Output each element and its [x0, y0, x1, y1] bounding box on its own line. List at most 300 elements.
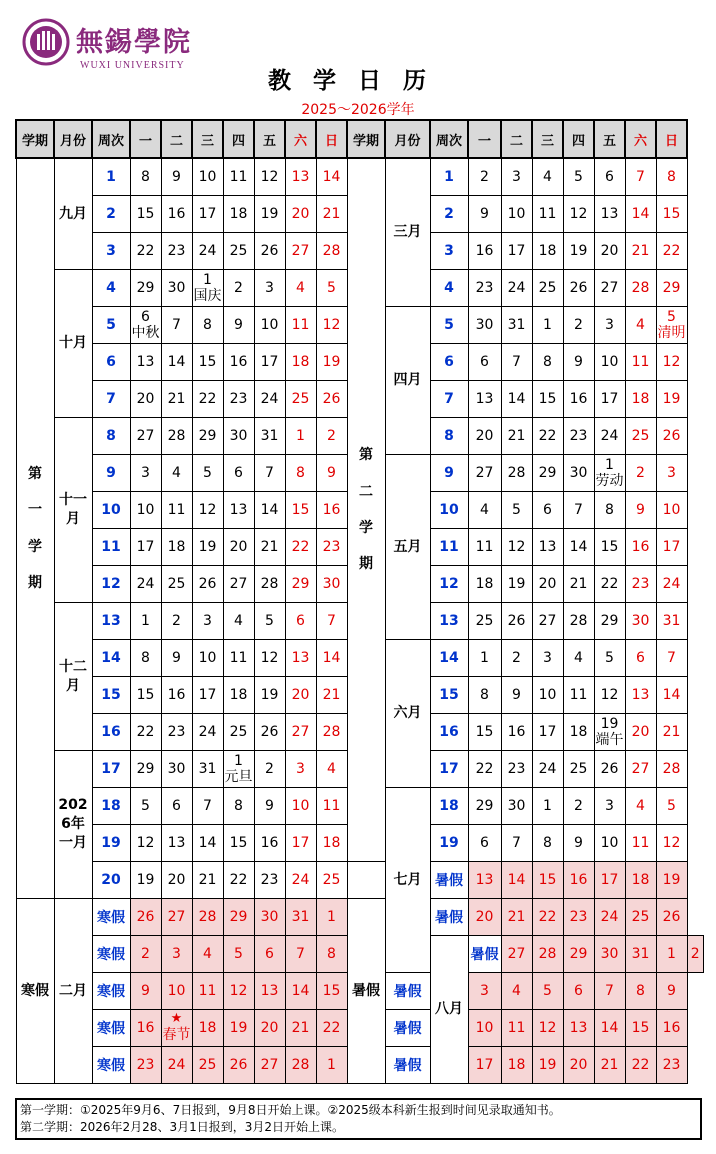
day-cell: 14: [316, 640, 347, 677]
column-header: 学期: [16, 120, 54, 158]
day-cell: 18: [192, 1010, 223, 1047]
day-cell: 16: [501, 714, 532, 751]
day-cell: 21: [254, 529, 285, 566]
day-cell: 10: [532, 677, 563, 714]
day-cell: 14: [594, 1010, 625, 1047]
day-cell: 18: [161, 529, 192, 566]
month-label: 八月: [430, 936, 468, 1084]
note-first-semester: 第一学期：①2025年9月6、7日报到，9月8日开始上课。②2025级本科新生报到时间见录取通知书。: [20, 1103, 561, 1117]
day-cell: 28: [285, 1047, 316, 1084]
day-cell: 15: [316, 973, 347, 1010]
day-cell: 18: [532, 233, 563, 270]
day-cell: 26: [594, 751, 625, 788]
day-cell: 10: [501, 196, 532, 233]
day-cell: 21: [625, 233, 656, 270]
day-cell: 5: [656, 788, 687, 825]
day-cell: [130, 307, 161, 344]
day-cell: 8: [223, 788, 254, 825]
day-cell: 25: [532, 270, 563, 307]
day-cell: 30: [594, 936, 625, 973]
day-cell: 8: [468, 677, 501, 714]
column-header: 六: [285, 120, 316, 158]
week-number: 20: [92, 862, 130, 899]
day-cell: 20: [563, 1047, 594, 1084]
week-number: 9: [430, 455, 468, 492]
day-cell: 23: [130, 1047, 161, 1084]
vacation-row: [16, 899, 704, 936]
day-cell: 28: [192, 899, 223, 936]
column-header: 学期: [347, 120, 385, 158]
day-cell: 6: [161, 788, 192, 825]
day-cell: 27: [285, 714, 316, 751]
day-cell: 26: [656, 899, 687, 936]
header-row: [16, 120, 704, 158]
day-cell: 23: [563, 418, 594, 455]
day-cell: 26: [656, 418, 687, 455]
week-row: [16, 862, 704, 899]
week-number: 寒假: [92, 936, 130, 973]
day-cell: 21: [285, 1010, 316, 1047]
day-cell: 17: [192, 677, 223, 714]
week-number: 2: [430, 196, 468, 233]
week-number: 12: [430, 566, 468, 603]
day-cell: 9: [130, 973, 161, 1010]
day-cell: 1: [532, 788, 563, 825]
day-cell: 14: [501, 381, 532, 418]
week-number: 13: [92, 603, 130, 640]
day-cell: 19: [532, 1047, 563, 1084]
day-cell: 18: [563, 714, 594, 751]
day-cell: 26: [192, 566, 223, 603]
page-title: 教学日历: [268, 67, 448, 94]
day-cell: 7: [563, 492, 594, 529]
day-cell: 4: [625, 307, 656, 344]
column-header: 五: [594, 120, 625, 158]
day-cell: 29: [468, 788, 501, 825]
week-number: 寒假: [92, 899, 130, 936]
day-cell: 11: [285, 307, 316, 344]
day-cell: 14: [192, 825, 223, 862]
week-number: 1: [92, 158, 130, 196]
day-number: 1: [203, 271, 212, 288]
day-cell: 28: [501, 455, 532, 492]
week-number: 8: [92, 418, 130, 455]
week-number: 10: [430, 492, 468, 529]
day-cell: 13: [625, 677, 656, 714]
week-number: 19: [92, 825, 130, 862]
academic-year: 2025～2026学年: [301, 102, 415, 118]
day-cell: 20: [594, 233, 625, 270]
day-cell: 22: [223, 862, 254, 899]
day-cell: 2: [468, 158, 501, 196]
day-cell: 10: [468, 1010, 501, 1047]
day-cell: 23: [501, 751, 532, 788]
day-cell: 12: [532, 1010, 563, 1047]
day-cell: 27: [161, 899, 192, 936]
week-number: 9: [92, 455, 130, 492]
day-cell: 8: [532, 825, 563, 862]
day-cell: 12: [594, 677, 625, 714]
day-cell: 13: [285, 158, 316, 196]
column-header: 月份: [385, 120, 430, 158]
day-cell: 10: [254, 307, 285, 344]
day-cell: 29: [285, 566, 316, 603]
week-row: [16, 158, 704, 196]
day-cell: 28: [656, 751, 687, 788]
day-cell: 11: [223, 640, 254, 677]
day-cell: 12: [192, 492, 223, 529]
semester-label: 第 二 学 期: [347, 158, 385, 862]
day-cell: 23: [468, 270, 501, 307]
day-cell: 18: [468, 566, 501, 603]
day-cell: 27: [625, 751, 656, 788]
day-cell: 10: [192, 158, 223, 196]
day-cell: 21: [192, 862, 223, 899]
day-cell: 17: [501, 233, 532, 270]
day-cell: 21: [316, 677, 347, 714]
week-number: 4: [430, 270, 468, 307]
day-cell: 6: [532, 492, 563, 529]
day-cell: 11: [625, 344, 656, 381]
day-cell: 18: [316, 825, 347, 862]
day-cell: 23: [254, 862, 285, 899]
day-cell: 24: [192, 714, 223, 751]
day-cell: 11: [468, 529, 501, 566]
day-cell: 4: [285, 270, 316, 307]
month-label: 七月: [385, 788, 430, 973]
day-cell: 4: [468, 492, 501, 529]
day-cell: 23: [223, 381, 254, 418]
day-cell: 1: [656, 936, 687, 973]
column-header: 日: [656, 120, 687, 158]
day-cell: 31: [656, 603, 687, 640]
day-cell: 12: [501, 529, 532, 566]
day-cell: 28: [316, 233, 347, 270]
day-cell: 19: [316, 344, 347, 381]
day-cell: 15: [532, 862, 563, 899]
day-cell: 3: [130, 455, 161, 492]
day-cell: 28: [625, 270, 656, 307]
winter-vacation-label: 寒假: [16, 899, 54, 1084]
week-number: 7: [430, 381, 468, 418]
day-cell: 14: [656, 677, 687, 714]
day-cell: 4: [223, 603, 254, 640]
semester-label: 第 一 学 期: [16, 158, 54, 899]
day-cell: 24: [594, 899, 625, 936]
column-header: 周次: [430, 120, 468, 158]
day-cell: 5: [254, 603, 285, 640]
week-number: 4: [92, 270, 130, 307]
day-cell: 2: [223, 270, 254, 307]
day-cell: 8: [130, 640, 161, 677]
day-number: 6: [141, 308, 150, 325]
day-cell: 10: [594, 825, 625, 862]
week-number: 5: [430, 307, 468, 344]
day-cell: 23: [625, 566, 656, 603]
day-cell: 2: [563, 788, 594, 825]
day-cell: 6: [468, 825, 501, 862]
day-cell: 7: [316, 603, 347, 640]
holiday-label: 元旦: [224, 769, 253, 785]
day-cell: 28: [532, 936, 563, 973]
day-cell: 24: [192, 233, 223, 270]
day-cell: 20: [223, 529, 254, 566]
day-cell: 13: [254, 973, 285, 1010]
day-cell: 21: [594, 1047, 625, 1084]
day-cell: [594, 455, 625, 492]
day-number: 1: [234, 752, 243, 769]
day-cell: 23: [161, 714, 192, 751]
day-cell: 29: [656, 270, 687, 307]
day-cell: 24: [501, 270, 532, 307]
day-cell: 10: [130, 492, 161, 529]
day-cell: 15: [223, 825, 254, 862]
day-cell: 18: [625, 381, 656, 418]
holiday-label: 春节: [162, 1027, 191, 1044]
day-cell: 28: [161, 418, 192, 455]
day-cell: 17: [192, 196, 223, 233]
week-number: 6: [430, 344, 468, 381]
day-cell: 8: [192, 307, 223, 344]
day-cell: 20: [130, 381, 161, 418]
day-cell: 11: [532, 196, 563, 233]
day-cell: 14: [254, 492, 285, 529]
day-cell: 20: [468, 899, 501, 936]
day-cell: 25: [625, 418, 656, 455]
week-number: 暑假: [430, 899, 468, 936]
month-label: 三月: [385, 158, 430, 307]
week-number: 8: [430, 418, 468, 455]
day-cell: 22: [532, 899, 563, 936]
day-cell: 12: [656, 825, 687, 862]
day-cell: 19: [563, 233, 594, 270]
day-cell: 31: [192, 751, 223, 788]
day-cell: 13: [468, 862, 501, 899]
day-cell: 20: [625, 714, 656, 751]
week-number: 3: [430, 233, 468, 270]
university-emblem-icon: [22, 18, 70, 66]
day-cell: 2: [161, 603, 192, 640]
day-cell: 24: [130, 566, 161, 603]
day-cell: 5: [501, 492, 532, 529]
day-cell: 18: [223, 196, 254, 233]
day-cell: 6: [285, 603, 316, 640]
day-cell: 24: [254, 381, 285, 418]
day-cell: 2: [625, 455, 656, 492]
day-cell: 30: [468, 307, 501, 344]
column-header: 三: [532, 120, 563, 158]
week-number: 寒假: [92, 1010, 130, 1047]
holiday-label: 劳动: [595, 473, 624, 489]
day-cell: 11: [625, 825, 656, 862]
week-number: 3: [92, 233, 130, 270]
day-cell: 20: [161, 862, 192, 899]
day-cell: 25: [285, 381, 316, 418]
day-cell: 26: [223, 1047, 254, 1084]
day-cell: 11: [161, 492, 192, 529]
week-number: 16: [92, 714, 130, 751]
day-cell: 31: [285, 899, 316, 936]
day-cell: 16: [130, 1010, 161, 1047]
day-cell: 2: [130, 936, 161, 973]
day-cell: 27: [594, 270, 625, 307]
day-cell: 22: [656, 233, 687, 270]
day-cell: 29: [130, 270, 161, 307]
day-cell: 18: [223, 677, 254, 714]
week-number: 12: [92, 566, 130, 603]
day-cell: 10: [192, 640, 223, 677]
day-cell: 4: [625, 788, 656, 825]
day-cell: 2: [563, 307, 594, 344]
day-cell: 27: [130, 418, 161, 455]
day-cell: 9: [656, 973, 687, 1010]
day-cell: 9: [563, 825, 594, 862]
column-header: 二: [501, 120, 532, 158]
day-cell: 6: [254, 936, 285, 973]
day-cell: 16: [468, 233, 501, 270]
day-cell: 22: [192, 381, 223, 418]
day-cell: 14: [161, 344, 192, 381]
day-cell: 4: [532, 158, 563, 196]
day-cell: 29: [223, 899, 254, 936]
day-cell: 4: [192, 936, 223, 973]
week-number: 暑假: [468, 936, 501, 973]
day-cell: 17: [594, 381, 625, 418]
day-cell: 9: [563, 344, 594, 381]
day-cell: 16: [625, 529, 656, 566]
day-cell: 25: [625, 899, 656, 936]
day-cell: 8: [656, 158, 687, 196]
week-number: 暑假: [385, 1047, 430, 1084]
day-cell: 22: [468, 751, 501, 788]
day-cell: 11: [563, 677, 594, 714]
day-cell: 2: [254, 751, 285, 788]
day-cell: 15: [656, 196, 687, 233]
day-cell: 5: [563, 158, 594, 196]
day-cell: 15: [594, 529, 625, 566]
day-cell: 10: [594, 344, 625, 381]
day-cell: 4: [161, 455, 192, 492]
column-header: 五: [254, 120, 285, 158]
week-number: 15: [430, 677, 468, 714]
day-cell: 30: [161, 270, 192, 307]
day-cell: 3: [532, 640, 563, 677]
day-cell: 7: [254, 455, 285, 492]
day-cell: 9: [254, 788, 285, 825]
day-cell: 24: [532, 751, 563, 788]
day-cell: 8: [285, 455, 316, 492]
day-cell: 17: [594, 862, 625, 899]
holiday-label: 清明: [657, 325, 686, 341]
day-cell: 2: [687, 936, 704, 973]
day-cell: 3: [594, 788, 625, 825]
day-cell: 9: [161, 158, 192, 196]
day-cell: 25: [316, 862, 347, 899]
day-cell: 17: [468, 1047, 501, 1084]
week-number: 7: [92, 381, 130, 418]
day-cell: 12: [563, 196, 594, 233]
day-cell: 3: [501, 158, 532, 196]
day-cell: 11: [501, 1010, 532, 1047]
day-cell: 28: [254, 566, 285, 603]
day-cell: 5: [223, 936, 254, 973]
month-label: 2026年一月: [54, 751, 92, 899]
day-cell: 16: [223, 344, 254, 381]
week-number: 14: [92, 640, 130, 677]
day-cell: 12: [223, 973, 254, 1010]
day-cell: 20: [285, 196, 316, 233]
day-cell: 9: [625, 492, 656, 529]
day-cell: 3: [285, 751, 316, 788]
day-cell: 29: [532, 455, 563, 492]
week-number: 5: [92, 307, 130, 344]
day-cell: 22: [594, 566, 625, 603]
day-cell: 22: [625, 1047, 656, 1084]
day-cell: 16: [161, 196, 192, 233]
day-cell: 22: [285, 529, 316, 566]
day-cell: 8: [316, 936, 347, 973]
day-cell: 26: [501, 603, 532, 640]
note-second-semester: 第二学期：2026年2月28、3月1日报到，3月2日开始上课。: [20, 1120, 344, 1134]
day-cell: 9: [501, 677, 532, 714]
holiday-label: 端午: [595, 732, 624, 748]
day-cell: 23: [316, 529, 347, 566]
day-cell: 7: [501, 825, 532, 862]
day-cell: 20: [254, 1010, 285, 1047]
day-cell: 4: [563, 640, 594, 677]
day-cell: 12: [316, 307, 347, 344]
month-label: 十一月: [54, 418, 92, 603]
day-cell: 15: [625, 1010, 656, 1047]
week-number: 寒假: [92, 1047, 130, 1084]
day-cell: 6: [468, 344, 501, 381]
day-cell: 7: [285, 936, 316, 973]
day-cell: 1: [316, 899, 347, 936]
day-cell: 8: [625, 973, 656, 1010]
day-cell: 19: [223, 1010, 254, 1047]
day-cell: 6: [563, 973, 594, 1010]
day-cell: 17: [532, 714, 563, 751]
day-cell: 7: [161, 307, 192, 344]
day-cell: 27: [468, 455, 501, 492]
day-cell: 26: [316, 381, 347, 418]
week-number: 14: [430, 640, 468, 677]
day-cell: 15: [192, 344, 223, 381]
day-cell: 12: [254, 158, 285, 196]
day-cell: 7: [501, 344, 532, 381]
day-cell: 25: [468, 603, 501, 640]
summer-vacation-label: 暑假: [347, 899, 385, 1084]
day-cell: 5: [316, 270, 347, 307]
day-cell: 18: [625, 862, 656, 899]
day-cell: 21: [161, 381, 192, 418]
day-cell: 8: [130, 158, 161, 196]
day-cell: 27: [285, 233, 316, 270]
day-cell: 11: [223, 158, 254, 196]
day-cell: 13: [563, 1010, 594, 1047]
day-cell: 26: [563, 270, 594, 307]
day-cell: 15: [130, 677, 161, 714]
day-cell: 8: [532, 344, 563, 381]
day-cell: 16: [161, 677, 192, 714]
week-number: 暑假: [385, 1010, 430, 1047]
day-cell: 8: [594, 492, 625, 529]
day-cell: 26: [254, 714, 285, 751]
day-cell: 7: [594, 973, 625, 1010]
day-cell: 25: [563, 751, 594, 788]
day-cell: 14: [625, 196, 656, 233]
day-cell: 15: [130, 196, 161, 233]
